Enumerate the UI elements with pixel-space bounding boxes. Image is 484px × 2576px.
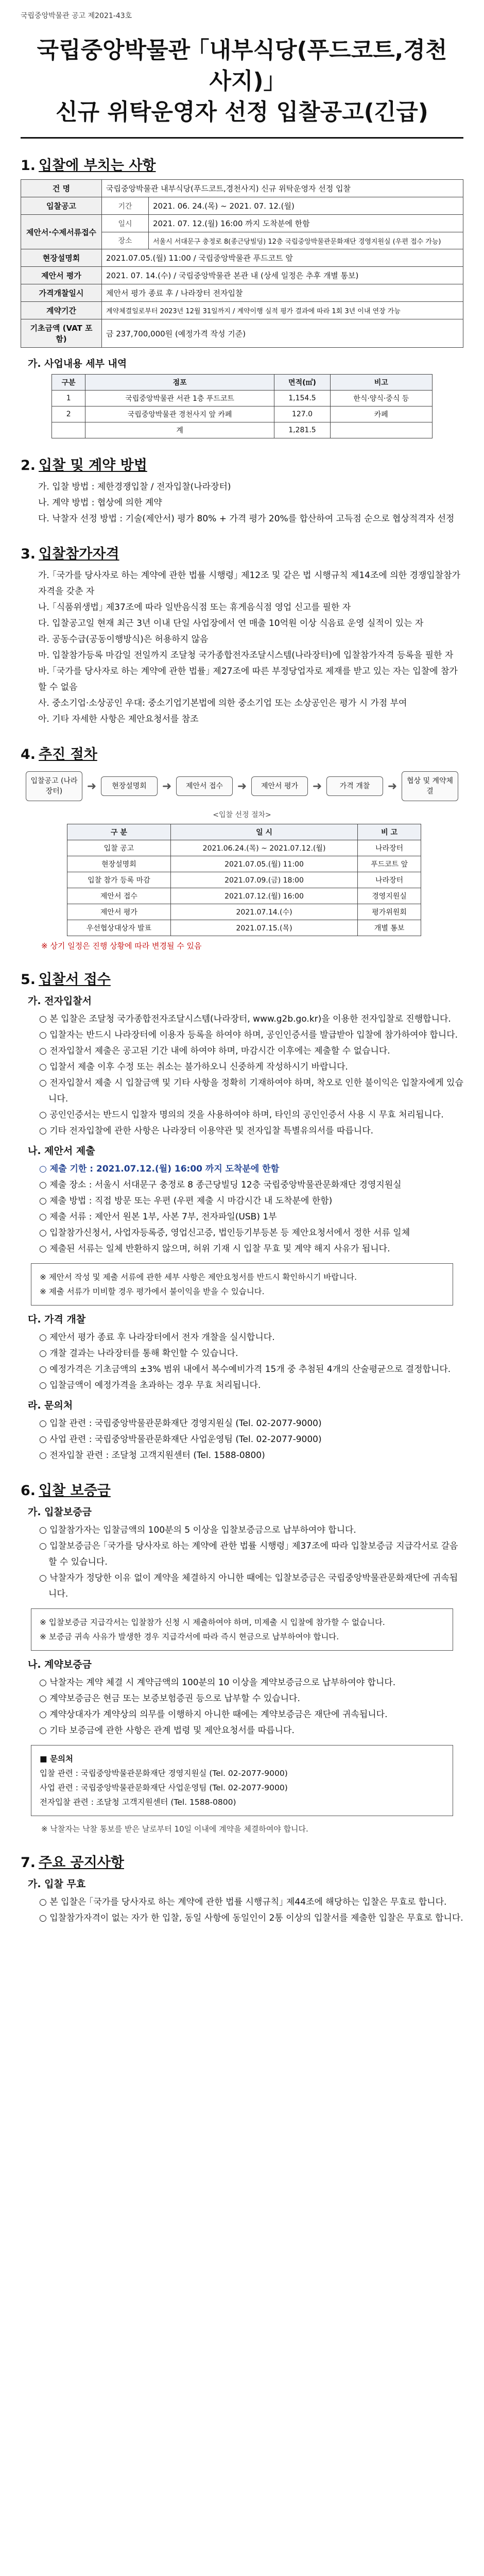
arrow-right-icon: ➜ <box>162 779 172 793</box>
list-item: ○ 제출 기한 : 2021.07.12.(월) 16:00 까지 도착분에 한함 <box>39 1164 280 1174</box>
list-item: ○ 기타 전자입찰에 관한 사항은 나라장터 이용약관 및 전자입찰 특별유의서를 따릅니다. <box>39 1126 374 1136</box>
notice-box <box>31 1263 453 1306</box>
subsection-heading: 나. 계약보증금 <box>28 1659 92 1670</box>
flow-step: 제안서 평가 <box>251 776 308 796</box>
flow-step: 협상 및 계약체결 <box>402 771 458 801</box>
table-row: 2 국립중앙박물관 경천사지 앞 카페 127.0 카페 <box>52 406 433 422</box>
list-item: 바. ｢국가를 당사자로 하는 계약에 관한 법률｣ 제27조에 따른 부정당업자로 제재를 받고 있는 자는 입찰에 참가할 수 없음 <box>38 666 458 692</box>
list-item: ○ 입찰 관련 : 국립중앙박물관문화재단 경영지원실 (Tel. 02-2077-9000) <box>39 1418 322 1429</box>
contact-line: 입찰 관련 : 국립중앙박물관문화재단 경영지원실 (Tel. 02-2077-9000) <box>40 1769 288 1778</box>
section-2-heading: 2. 입찰 및 계약 방법 <box>21 457 147 473</box>
table-row: 현장설명회 2021.07.05.(월) 11:00 / 국립중앙박물관 푸드코트 앞 <box>21 249 463 267</box>
list-item: ○ 입찰자는 반드시 나라장터에 이용자 등록을 하여야 하며, 공인인증서를 발급받아 입찰에 참가하여야 합니다. <box>39 1030 458 1040</box>
list-item: ○ 개찰 결과는 나라장터를 통해 확인할 수 있습니다. <box>39 1348 238 1359</box>
table-row: 기초금액 (VAT 포함) 금 237,700,000원 (예정가격 작성 기준) <box>21 319 463 348</box>
detail-table <box>51 374 433 438</box>
contact-line: 사업 관련 : 국립중앙박물관문화재단 사업운영팀 (Tel. 02-2077-9000) <box>40 1783 288 1792</box>
list-item: 가. 입찰 방법 : 제한경쟁입찰 / 전자입찰(나라장터) <box>38 482 231 492</box>
contact-title: ■ 문의처 <box>40 1754 73 1764</box>
list-item: 다. 낙찰자 선정 방법 : 기술(제안서) 평가 80% + 가격 평가 20%를 합산하여 고득점 순으로 협상적격자 선정 <box>38 514 455 524</box>
schedule-note: ※ 상기 일정은 진행 상황에 따라 변경될 수 있음 <box>41 941 202 951</box>
flow-step: 현장설명회 <box>101 776 158 796</box>
subsection-heading: 가. 입찰보증금 <box>28 1506 92 1518</box>
list-item: 아. 기타 자세한 사항은 제안요청서를 참조 <box>38 714 199 724</box>
flow-step: 입찰공고 (나라장터) <box>26 771 82 801</box>
section-6-heading: 6. 입찰 보증금 <box>21 1483 111 1499</box>
section-1-heading: 1. 입찰에 부치는 사항 <box>21 158 156 174</box>
table-row: 현장설명회 2021.07.05.(월) 11:00 푸드코트 앞 <box>67 856 421 872</box>
table-header-row: 구분 점포 면적(㎡) 비고 <box>52 375 433 391</box>
list-item: 나. ｢식품위생법｣ 제37조에 따라 일반음식점 또는 휴게음식점 영업 신고를 필한 자 <box>38 602 351 613</box>
schedule-table <box>67 824 421 936</box>
detail-subheading: 가. 사업내용 세부 내역 <box>28 358 127 369</box>
list-item: ○ 본 입찰은 조달청 국가종합전자조달시스템(나라장터, www.g2b.go.kr)을 이용한 전자입찰로 진행합니다. <box>39 1014 451 1024</box>
list-item: 나. 계약 방법 : 협상에 의한 계약 <box>38 498 162 508</box>
title-box <box>21 35 463 128</box>
table-row: 건 명 국립중앙박물관 내부식당(푸드코트,경천사지) 신규 위탁운영자 선정 입찰 <box>21 180 463 197</box>
section-4-heading: 4. 추진 절차 <box>21 747 97 762</box>
list-item: ○ 낙찰자가 정당한 이유 없이 계약을 체결하지 아니한 때에는 입찰보증금은 국립중앙박물관문화재단에 귀속됩니다. <box>39 1573 458 1599</box>
title-divider <box>21 137 463 139</box>
list-item: ○ 공인인증서는 반드시 입찰자 명의의 것을 사용하여야 하며, 타인의 공인인증서 사용 시 무효 처리됩니다. <box>39 1110 444 1120</box>
list-item: ○ 입찰참가자는 입찰금액의 100분의 5 이상을 입찰보증금으로 납부하여야 합니다. <box>39 1525 356 1535</box>
list-item: 마. 입찰참가등록 마감일 전일까지 조달청 국가종합전자조달시스템(나라장터)에 입찰참가자격 등록을 필한 자 <box>38 650 454 660</box>
section-7-heading: 7. 주요 공지사항 <box>21 1855 124 1871</box>
arrow-right-icon: ➜ <box>312 779 322 793</box>
notice-number: 국립중앙박물관 공고 제2021-43호 <box>21 12 132 20</box>
table-row: 입찰 참가 등록 마감 2021.07.09.(금) 18:00 나라장터 <box>67 872 421 888</box>
list-item: ○ 제안서 평가 종료 후 나라장터에서 전자 개찰을 실시합니다. <box>39 1332 275 1343</box>
list-item: ○ 제출된 서류는 일체 반환하지 않으며, 허위 기재 시 입찰 무효 및 계약 해지 사유가 됩니다. <box>39 1244 390 1254</box>
flow-caption: <입찰 선정 절차> <box>213 811 271 819</box>
list-item: ○ 입찰보증금은 ｢국가를 당사자로 하는 계약에 관한 법률 시행령｣ 제37조에 따라 입찰보증금 지급각서로 갈음할 수 있습니다. <box>39 1541 458 1567</box>
subsection-heading: 나. 제안서 제출 <box>28 1145 95 1157</box>
list-item: ○ 입찰금액이 예정가격을 초과하는 경우 무효 처리됩니다. <box>39 1380 261 1391</box>
section-3-heading: 3. 입찰참가자격 <box>21 546 119 562</box>
box-line: ※ 입찰보증금 지급각서는 입찰참가 신청 시 제출하여야 하며, 미제출 시 입찰에 참가할 수 없습니다. <box>40 1618 385 1627</box>
arrow-right-icon: ➜ <box>237 779 247 793</box>
list-item: ○ 제출 서류 : 제안서 원본 1부, 사본 7부, 전자파일(USB) 1부 <box>39 1212 277 1222</box>
arrow-right-icon: ➜ <box>387 779 397 793</box>
list-item: ○ 전자입찰 관련 : 조달청 고객지원센터 (Tel. 1588-0800) <box>39 1450 265 1461</box>
list-item: ○ 입찰참가자격이 없는 자가 한 입찰, 동일 사항에 동일인이 2통 이상의 입찰서를 제출한 입찰은 무효로 합니다. <box>39 1913 463 1923</box>
title-line-1: 국립중앙박물관 ｢내부식당(푸드코트,경천사지)｣ <box>37 37 447 94</box>
title-line-2: 신규 위탁운영자 선정 입찰공고(긴급) <box>56 99 428 125</box>
after-note: ※ 낙찰자는 낙찰 통보를 받은 날로부터 10일 이내에 계약을 체결하여야 합니다. <box>41 1824 308 1834</box>
list-item: ○ 낙찰자는 계약 체결 시 계약금액의 100분의 10 이상을 계약보증금으로 납부하여야 합니다. <box>39 1677 396 1688</box>
list-item: ○ 기타 보증금에 관한 사항은 관계 법령 및 제안요청서를 따릅니다. <box>39 1725 295 1736</box>
table-row: 1 국립중앙박물관 서관 1층 푸드코트 1,154.5 한식·양식·중식 등 <box>52 391 433 406</box>
table-row: 제안서·수제서류접수 일시 2021. 07. 12.(월) 16:00 까지 도착분에 한함 <box>21 215 463 232</box>
list-item: ○ 전자입찰서 제출 시 입찰금액 및 기타 사항을 정확히 기재하여야 하며, 착오로 인한 불이익은 입찰자에게 있습니다. <box>39 1078 463 1104</box>
list-item: ○ 전자입찰서 제출은 공고된 기간 내에 하여야 하며, 마감시간 이후에는 제출할 수 없습니다. <box>39 1046 390 1056</box>
process-flow <box>26 771 458 801</box>
overview-table <box>21 179 463 348</box>
list-item: ○ 입찰참가신청서, 사업자등록증, 영업신고증, 법인등기부등본 등 제안요청서에서 정한 서류 일체 <box>39 1228 410 1238</box>
box-line: ※ 제출 서류가 미비할 경우 평가에서 불이익을 받을 수 있습니다. <box>40 1287 265 1296</box>
contact-box <box>31 1745 453 1816</box>
table-row: 우선협상대상자 발표 2021.07.15.(목) 개별 통보 <box>67 920 421 936</box>
subsection-heading: 라. 문의처 <box>28 1400 73 1411</box>
list-item: ○ 예정가격은 기초금액의 ±3% 범위 내에서 복수예비가격 15개 중 추첨된 4개의 산술평균으로 결정합니다. <box>39 1364 451 1375</box>
list-item: ○ 본 입찰은 ｢국가를 당사자로 하는 계약에 관한 법률 시행규칙｣ 제44조에 해당하는 입찰은 무효로 합니다. <box>39 1897 447 1907</box>
table-row: 제안서 접수 2021.07.12.(월) 16:00 경영지원실 <box>67 888 421 904</box>
subsection-heading: 가. 전자입찰서 <box>28 995 92 1007</box>
list-item: ○ 제출 장소 : 서울시 서대문구 충정로 8 종근당빌딩 12층 국립중앙박물관문화재단 경영지원실 <box>39 1180 402 1190</box>
box-line: ※ 제안서 작성 및 제출 서류에 관한 세부 사항은 제안요청서를 반드시 확인하시기 바랍니다. <box>40 1273 357 1282</box>
section-5-heading: 5. 입찰서 접수 <box>21 972 111 988</box>
list-item: ○ 입찰서 제출 이후 수정 또는 취소는 불가하오니 신중하게 작성하시기 바랍니다. <box>39 1062 348 1072</box>
list-item: ○ 제출 방법 : 직접 방문 또는 우편 (우편 제출 시 마감시간 내 도착분에 한함) <box>39 1196 333 1206</box>
list-item: 가. ｢국가를 당사자로 하는 계약에 관한 법률 시행령｣ 제12조 및 같은 법 시행규칙 제14조에 의한 경쟁입찰참가자격을 갖춘 자 <box>38 570 461 597</box>
table-header-row: 구 분 일 시 비 고 <box>67 824 421 840</box>
flow-step: 가격 개찰 <box>326 776 383 796</box>
list-item: 사. 중소기업·소상공인 우대: 중소기업기본법에 의한 중소기업 또는 소상공인은 평가 시 가점 부여 <box>38 698 407 708</box>
table-row: 입찰 공고 2021.06.24.(목) ~ 2021.07.12.(월) 나라장터 <box>67 840 421 856</box>
table-row: 계약기간 계약체결일로부터 2023년 12월 31일까지 / 계약이행 실적 평가 결과에 따라 1회 3년 이내 연장 가능 <box>21 302 463 319</box>
table-row: 가격개찰일시 제안서 평가 종료 후 / 나라장터 전자입찰 <box>21 284 463 302</box>
table-row: 장소 서울시 서대문구 충정로 8(종근당빌딩) 12층 국립중앙박물관문화재단 경영지원실 (우편 접수 가능) <box>21 232 463 249</box>
table-row: 계 1,281.5 <box>52 422 433 438</box>
subsection-heading: 다. 가격 개찰 <box>28 1314 86 1325</box>
flow-step: 제안서 접수 <box>176 776 233 796</box>
contact-line: 전자입찰 관련 : 조달청 고객지원센터 (Tel. 1588-0800) <box>40 1798 236 1807</box>
table-row: 제안서 평가 2021.07.14.(수) 평가위원회 <box>67 904 421 920</box>
notice-box <box>31 1608 453 1651</box>
subsection-heading: 가. 입찰 무효 <box>28 1878 86 1890</box>
list-item: ○ 계약보증금은 현금 또는 보증보험증권 등으로 납부할 수 있습니다. <box>39 1693 300 1704</box>
table-row: 입찰공고 기간 2021. 06. 24.(목) ~ 2021. 07. 12.(월) <box>21 197 463 215</box>
box-line: ※ 보증금 귀속 사유가 발생한 경우 지급각서에 따라 즉시 현금으로 납부하여야 합니다. <box>40 1632 339 1641</box>
list-item: ○ 계약상대자가 계약상의 의무를 이행하지 아니한 때에는 계약보증금은 재단에 귀속됩니다. <box>39 1709 388 1720</box>
list-item: 다. 입찰공고일 현재 최근 3년 이내 단일 사업장에서 연 매출 10억원 이상 식음료 운영 실적이 있는 자 <box>38 618 424 629</box>
table-row: 제안서 평가 2021. 07. 14.(수) / 국립중앙박물관 본관 내 (상세 일정은 추후 개별 통보) <box>21 267 463 284</box>
list-item: 라. 공동수급(공동이행방식)은 허용하지 않음 <box>38 634 209 645</box>
list-item: ○ 사업 관련 : 국립중앙박물관문화재단 사업운영팀 (Tel. 02-2077-9000) <box>39 1434 322 1445</box>
arrow-right-icon: ➜ <box>87 779 97 793</box>
